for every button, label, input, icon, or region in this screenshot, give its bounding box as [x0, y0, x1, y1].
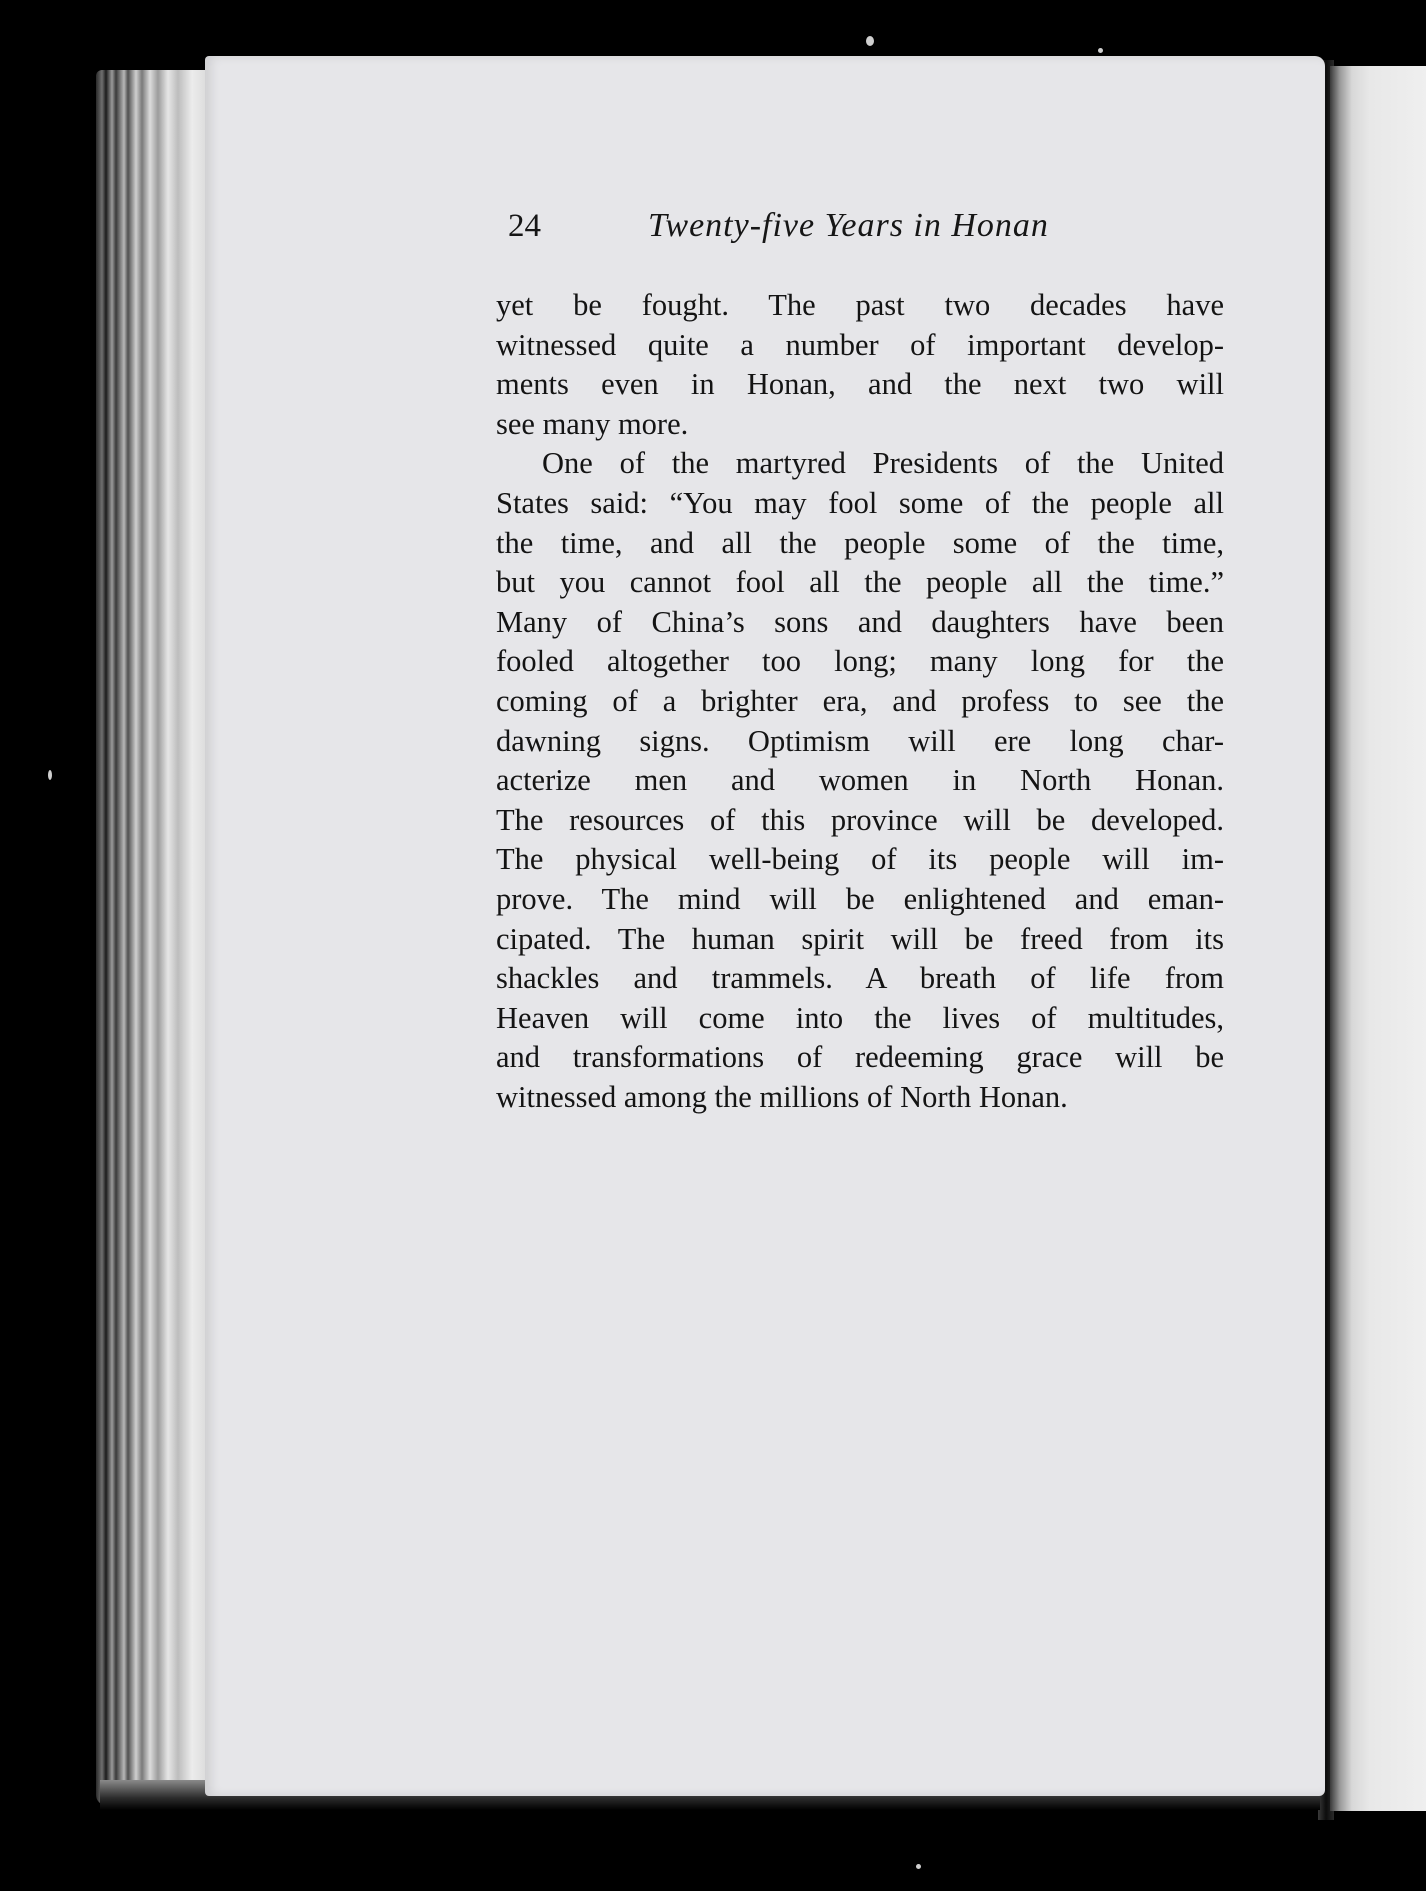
page-number: 24	[508, 208, 541, 244]
running-head	[508, 204, 1068, 252]
text-line: witnessed quite a number of important develop-	[496, 327, 1224, 362]
scan-speck	[1098, 48, 1103, 53]
text-line: and transformations of redeeming grace will be	[496, 1040, 1224, 1075]
text-line: witnessed among the millions of North Honan.	[496, 1079, 1068, 1114]
body-text	[496, 286, 1224, 1117]
text-line: ments even in Honan, and the next two will	[496, 367, 1224, 402]
opposite-page-edge	[1330, 66, 1426, 1811]
text-line: The physical well-being of its people will im-	[496, 842, 1224, 877]
text-line: One of the martyred Presidents of the United	[542, 446, 1224, 481]
text-line: prove. The mind will be enlightened and eman-	[496, 881, 1224, 916]
text-line: the time, and all the people some of the time,	[496, 525, 1224, 560]
text-line: see many more.	[496, 406, 689, 441]
text-line: coming of a brighter era, and profess to see the	[496, 683, 1224, 718]
text-line: cipated. The human spirit will be freed from its	[496, 921, 1224, 956]
text-line: States said: “You may fool some of the people all	[496, 485, 1224, 520]
text-line: acterize men and women in North Honan.	[496, 763, 1224, 798]
running-title: Twenty-five Years in Honan	[648, 207, 1049, 244]
text-line: shackles and trammels. A breath of life from	[496, 961, 1224, 996]
scan-speck	[916, 1864, 921, 1869]
text-line: dawning signs. Optimism will ere long char-	[496, 723, 1224, 758]
scan-speck	[48, 770, 52, 780]
text-line: fooled altogether too long; many long for the	[496, 644, 1224, 679]
scan-speck	[866, 36, 874, 46]
text-line: Many of China’s sons and daughters have been	[496, 604, 1224, 639]
text-line: but you cannot fool all the people all the time.”	[496, 565, 1224, 600]
text-line: The resources of this province will be developed.	[496, 802, 1224, 837]
text-line: Heaven will come into the lives of multitudes,	[496, 1000, 1224, 1035]
text-line: yet be fought. The past two decades have	[496, 288, 1224, 322]
page-edge-stack	[96, 70, 210, 1805]
